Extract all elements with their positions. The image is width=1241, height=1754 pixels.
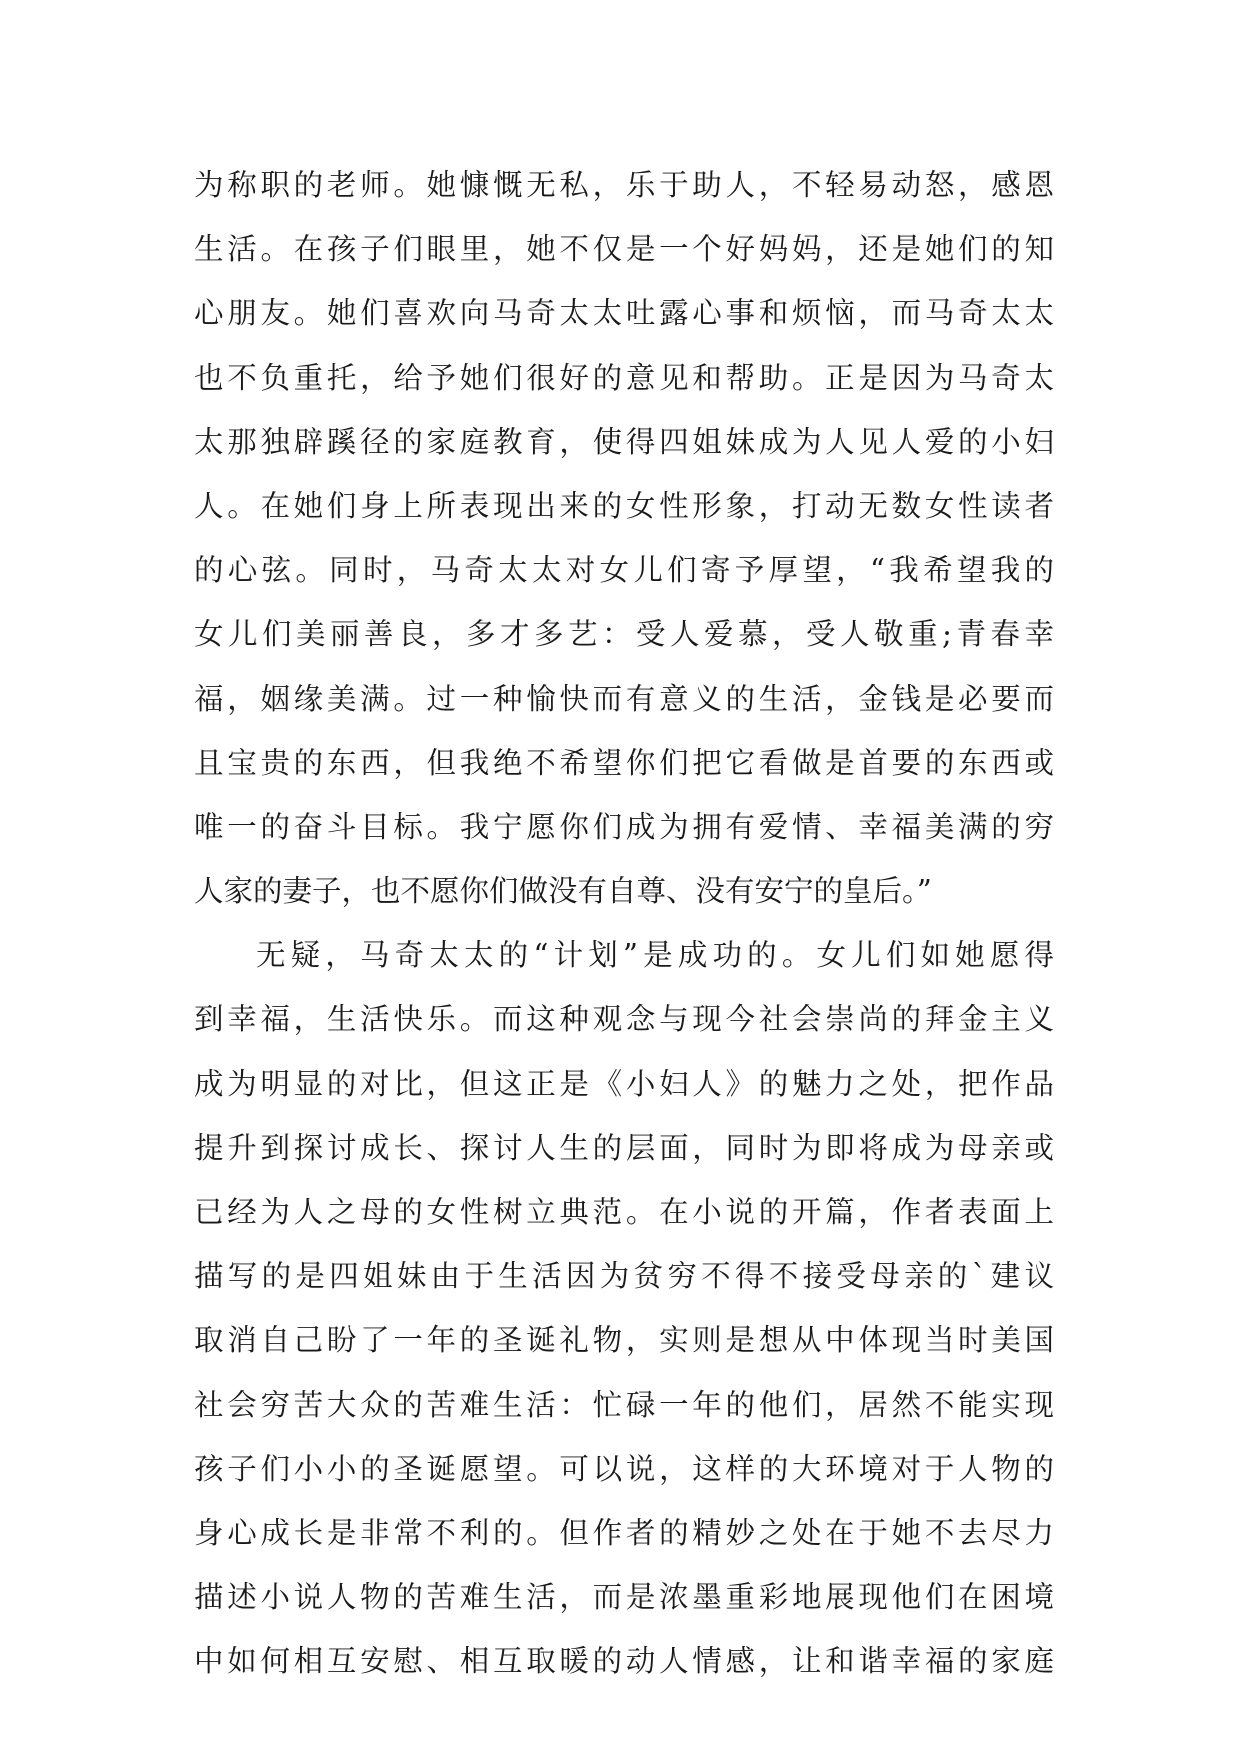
text-line: 人。在她们身上所表现出来的女性形象，打动无数女性读者 bbox=[194, 488, 1054, 523]
text-line: 中如何相互安慰、相互取暖的动人情感，让和谐幸福的家庭 bbox=[194, 1644, 1054, 1679]
paragraph-2 bbox=[194, 923, 1054, 1693]
text-line: 已经为人之母的女性树立典范。在小说的开篇，作者表面上 bbox=[194, 1195, 1054, 1229]
body-text bbox=[194, 153, 1054, 1694]
text-line: 也不负重托，给予她们很好的意见和帮助。正是因为马奇太 bbox=[194, 360, 1054, 395]
text-line: 人家的妻子，也不愿你们做没有自尊、没有安宁的皇后。” bbox=[194, 874, 932, 909]
text-line: 太那独辟蹊径的家庭教育，使得四姐妹成为人见人爱的小妇 bbox=[194, 424, 1054, 459]
paragraph-1 bbox=[194, 153, 1054, 923]
text-line: 的心弦。同时，马奇太太对女儿们寄予厚望，“我希望我的 bbox=[194, 553, 1054, 588]
text-line: 生活。在孩子们眼里，她不仅是一个好妈妈，还是她们的知 bbox=[194, 232, 1054, 267]
text-line: 唯一的奋斗目标。我宁愿你们成为拥有爱情、幸福美满的穷 bbox=[194, 809, 1054, 844]
text-line: 为称职的老师。她慷慨无私，乐于助人，不轻易动怒，感恩 bbox=[194, 168, 1054, 202]
text-line: 福，姻缘美满。过一种愉快而有意义的生活，金钱是必要而 bbox=[194, 681, 1054, 716]
text-line: 到幸福，生活快乐。而这种观念与现今社会崇尚的拜金主义 bbox=[194, 1002, 1054, 1037]
text-line: 身心成长是非常不利的。但作者的精妙之处在于她不去尽力 bbox=[194, 1515, 1054, 1550]
text-line: 女儿们美丽善良，多才多艺：受人爱慕，受人敬重;青春幸 bbox=[194, 617, 1054, 652]
text-line: 孩子们小小的圣诞愿望。可以说，这样的大环境对于人物的 bbox=[194, 1451, 1054, 1486]
text-line: 描述小说人物的苦难生活，而是浓墨重彩地展现他们在困境 bbox=[194, 1580, 1054, 1615]
text-line: 成为明显的对比，但这正是《小妇人》的魅力之处，把作品 bbox=[194, 1066, 1054, 1101]
text-line: 且宝贵的东西，但我绝不希望你们把它看做是首要的东西或 bbox=[194, 745, 1054, 780]
text-line: 描写的是四姐妹由于生活因为贫穷不得不接受母亲的`建议 bbox=[194, 1259, 1054, 1294]
text-line: 社会穷苦大众的苦难生活：忙碌一年的他们，居然不能实现 bbox=[194, 1387, 1054, 1422]
text-line: 取消自己盼了一年的圣诞礼物，实则是想从中体现当时美国 bbox=[194, 1323, 1054, 1358]
text-line: 心朋友。她们喜欢向马奇太太吐露心事和烦恼，而马奇太太 bbox=[194, 296, 1054, 331]
text-line: 无疑，马奇太太的“计划”是成功的。女儿们如她愿得 bbox=[256, 938, 1054, 973]
text-line: 提升到探讨成长、探讨人生的层面，同时为即将成为母亲或 bbox=[194, 1130, 1054, 1165]
